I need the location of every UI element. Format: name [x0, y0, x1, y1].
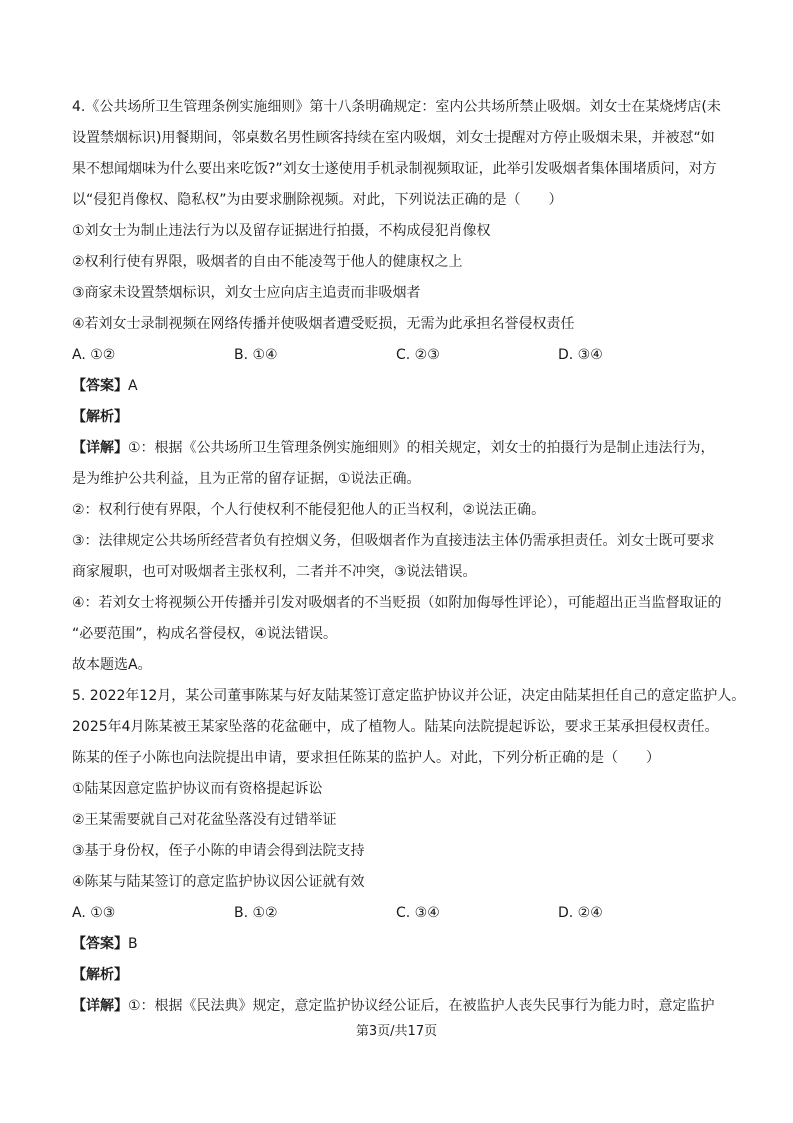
q4-option-c: C. ②③: [396, 347, 440, 363]
document-content: [72, 92, 746, 1022]
q4-stem-line-3: 果不想闻烟味为什么要出来吃饭?”刘女士遂使用手机录制视频取证，此举引发吸烟者集体围堵质问，对方: [72, 161, 717, 177]
q4-analysis-tag: 【解析】: [72, 409, 128, 425]
q4-detail-line-7: “必要范围”，构成名誉侵权，④说法错误。: [72, 626, 338, 642]
q4-statement-1: ①刘女士为制止违法行为以及留存证据进行拍摄，不构成侵犯肖像权: [72, 223, 491, 239]
q4-option-d: D. ③④: [558, 347, 603, 363]
q4-stem-line-4: 以“侵犯肖像权、隐私权”为由要求删除视频。对此，下列说法正确的是（ ）: [72, 192, 563, 208]
q4-options: [72, 340, 732, 371]
q5-detail-line-1: [72, 991, 732, 1022]
q4-detail-text-1: ①：根据《公共场所卫生管理条例实施细则》的相关规定，刘女士的拍摄行为是制止违法行为，: [128, 440, 715, 456]
q4-answer: [72, 371, 732, 402]
q5-option-b: B. ①②: [234, 905, 278, 921]
q5-option-a: A. ①③: [72, 905, 116, 921]
q4-detail-line-4: ③：法律规定公共场所经营者负有控烟义务，但吸烟者作为直接违法主体仍需承担责任。刘女士既可要求: [72, 533, 715, 549]
q4-statement-3: ③商家未设置禁烟标识，刘女士应向店主追责而非吸烟者: [72, 285, 421, 301]
q4-detail-line-6: ④：若刘女士将视频公开传播并引发对吸烟者的不当贬损（如附加侮辱性评论），可能超出正当监督取证的: [72, 595, 722, 611]
q4-detail-tag: 【详解】: [72, 440, 128, 456]
q4-stem-line-2: 设置禁烟标识)用餐期间，邻桌数名男性顾客持续在室内吸烟，刘女士提醒对方停止吸烟未果，并被怼“如: [72, 130, 715, 146]
q5-statement-4: ④陈某与陆某签订的意定监护协议因公证就有效: [72, 874, 365, 890]
q4-option-b: B. ①④: [234, 347, 278, 363]
q5-statement-1: ①陆某因意定监护协议而有资格提起诉讼: [72, 781, 323, 797]
q4-stem-line-1: 4.《公共场所卫生管理条例实施细则》第十八条明确规定：室内公共场所禁止吸烟。刘女士在某烧烤店(未: [72, 99, 721, 115]
q4-answer-value: A: [128, 378, 138, 394]
q5-options: [72, 898, 732, 929]
q5-analysis-tag: 【解析】: [72, 967, 128, 983]
q4-detail-line-5: 商家履职，也可对吸烟者主张权利，二者并不冲突，③说法错误。: [72, 564, 477, 580]
q4-detail-line-2: 是为维护公共利益，且为正常的留存证据，①说法正确。: [72, 471, 421, 487]
q4-detail-line-3: ②：权利行使有界限，个人行使权利不能侵犯他人的正当权利，②说法正确。: [72, 502, 546, 518]
q4-statement-2: ②权利行使有界限，吸烟者的自由不能凌驾于他人的健康权之上: [72, 254, 463, 270]
q5-statement-3: ③基于身份权，侄子小陈的申请会得到法院支持: [72, 843, 365, 859]
page-footer: 第3页/共17页: [355, 1024, 438, 1039]
q5-answer-tag: 【答案】: [72, 936, 128, 952]
q5-stem-line-1: 5. 2022年12月，某公司董事陈某与好友陆某签订意定监护协议并公证，决定由陆某担任自己的意定监护人。: [72, 688, 746, 704]
q4-answer-tag: 【答案】: [72, 378, 128, 394]
q5-option-c: C. ③④: [396, 905, 440, 921]
q5-answer: [72, 929, 732, 960]
q5-detail-tag: 【详解】: [72, 998, 128, 1014]
q4-statement-4: ④若刘女士录制视频在网络传播并使吸烟者遭受贬损，无需为此承担名誉侵权责任: [72, 316, 575, 332]
q4-option-a: A. ①②: [72, 347, 116, 363]
q5-statement-2: ②王某需要就自己对花盆坠落没有过错举证: [72, 812, 337, 828]
q4-detail-line-1: [72, 433, 732, 464]
q4-conclusion: 故本题选A。: [72, 657, 152, 673]
q5-stem-line-3: 陈某的侄子小陈也向法院提出申请，要求担任陈某的监护人。对此，下列分析正确的是（ ）: [72, 750, 660, 766]
q5-option-d: D. ②④: [558, 905, 603, 921]
q5-detail-text-1: ①：根据《民法典》规定，意定监护协议经公证后，在被监护人丧失民事行为能力时，意定监护: [128, 998, 715, 1014]
q5-stem-line-2: 2025年4月陈某被王某家坠落的花盆砸中，成了植物人。陆某向法院提起诉讼，要求王某承担侵权责任。: [72, 719, 719, 735]
q5-answer-value: B: [128, 936, 138, 952]
